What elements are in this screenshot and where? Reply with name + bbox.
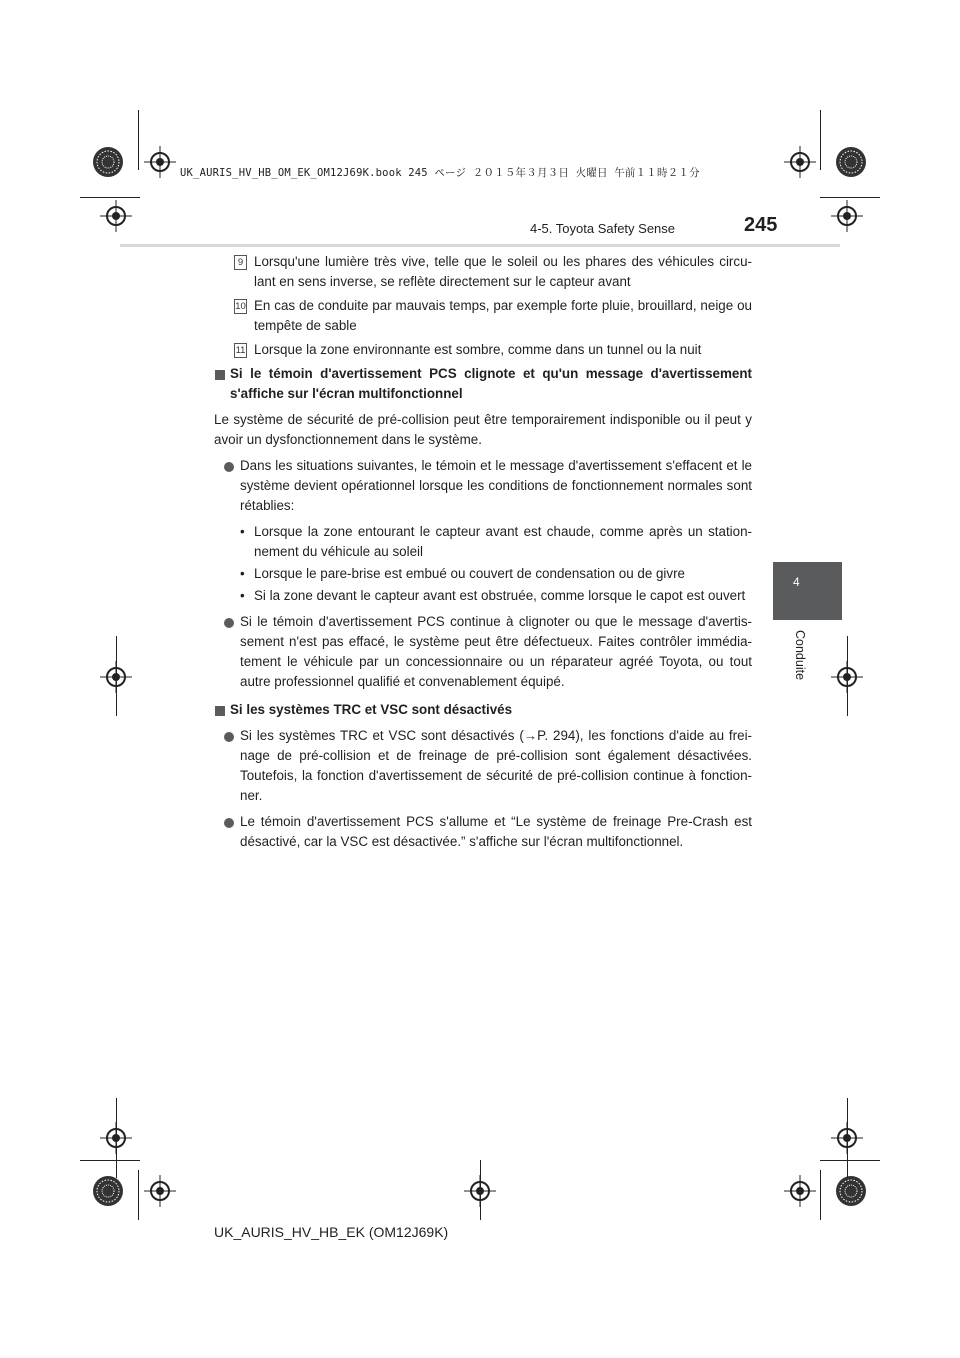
crosshair-icon bbox=[831, 200, 863, 232]
crosshair-icon bbox=[784, 146, 816, 178]
item-text: En cas de conduite par mauvais temps, par exemple forte pluie, brouillard, neige ou tempête de sable bbox=[254, 298, 752, 333]
round-bullet-icon bbox=[224, 618, 234, 628]
sub-bullet-icon: • bbox=[240, 524, 245, 539]
sub-item: • Lorsque le pare-brise est embué ou couvert de condensation ou de givre bbox=[214, 564, 752, 584]
bullet-item: Si les systèmes TRC et VSC sont désactivés (→P. 294), les fonctions d'aide au frei-nage de pré-collision et de freinage de pré-collision sont également désactivées. Toutefois, la fonction d'avertissement de sécurité de pré-collision continue à fonction-ner. bbox=[214, 726, 752, 806]
bullet-item: Le témoin d'avertissement PCS s'allume et “Le système de freinage Pre-Crash est désactivé, car la VSC est désactivée.” s'affiche sur l'écran multifonctionnel. bbox=[214, 812, 752, 852]
crosshair-icon bbox=[784, 1175, 816, 1207]
crosshair-icon bbox=[144, 1175, 176, 1207]
numbered-item bbox=[214, 296, 752, 336]
numbered-item bbox=[214, 340, 752, 360]
header-rule bbox=[120, 244, 840, 247]
round-bullet-icon bbox=[224, 818, 234, 828]
round-bullet-icon bbox=[224, 732, 234, 742]
chapter-tab-number: 4 bbox=[793, 575, 800, 589]
item-number-box: 10 bbox=[235, 301, 246, 312]
item-text: Lorsqu'une lumière très vive, telle que le soleil ou les phares des véhicules circu-lant en sens inverse, se reflète directement sur le capteur avant bbox=[254, 254, 752, 289]
bullet-item: Dans les situations suivantes, le témoin et le message d'avertissement s'effacent et le système devient opérationnel lorsque les conditions de fonctionnement normales sont rétablies: bbox=[214, 456, 752, 516]
chapter-tab-label: Conduite bbox=[793, 630, 807, 681]
item-text: Lorsque la zone environnante est sombre, comme dans un tunnel ou la nuit bbox=[254, 342, 702, 357]
section-title: 4-5. Toyota Safety Sense bbox=[530, 221, 676, 236]
sub-bullet-icon: • bbox=[240, 588, 245, 603]
square-bullet-icon bbox=[215, 706, 225, 716]
numbered-item bbox=[214, 252, 752, 292]
round-bullet-icon bbox=[224, 462, 234, 472]
sub-item: • Lorsque la zone entourant le capteur avant est chaude, comme après un station-nement du véhicule au soleil bbox=[240, 524, 752, 559]
registration-star-icon bbox=[835, 1175, 867, 1207]
crosshair-icon bbox=[144, 146, 176, 178]
footer-code: UK_AURIS_HV_HB_EK (OM12J69K) bbox=[214, 1224, 449, 1240]
sub-bullet-icon: • bbox=[240, 566, 245, 581]
section-heading: Si le témoin d'avertissement PCS clignote et qu'un message d'avertissement s'affiche sur l'écran multifonctionnel bbox=[214, 364, 752, 404]
registration-star-icon bbox=[92, 146, 124, 178]
registration-star-icon bbox=[835, 146, 867, 178]
book-header-line: UK_AURIS_HV_HB_OM_EK_OM12J69K.book 245 ページ ２０１５年３月３日 火曜日 午前１１時２１分 bbox=[180, 167, 700, 179]
item-number-box: 9 bbox=[234, 255, 247, 270]
item-number-box: 11 bbox=[235, 345, 246, 356]
registration-star-icon bbox=[92, 1175, 124, 1207]
page-number: 245 bbox=[744, 214, 778, 236]
page-content bbox=[214, 252, 752, 852]
chapter-tab bbox=[773, 562, 842, 620]
crosshair-icon bbox=[100, 200, 132, 232]
section-heading: Si les systèmes TRC et VSC sont désactivés bbox=[214, 700, 752, 720]
sub-item: • Si la zone devant le capteur avant est obstruée, comme lorsque le capot est ouvert bbox=[214, 586, 752, 606]
square-bullet-icon bbox=[215, 370, 225, 380]
bullet-item: Si le témoin d'avertissement PCS continue à clignoter ou que le message d'avertis-sement n'est pas effacé, le système peut être défectueux. Faites contrôler immédia-tement le véhicule par un concessionnaire ou un réparateur agréé Toyota, ou tout autre professionnel qualifié et convenablement équipé. bbox=[214, 612, 752, 692]
paragraph: Le système de sécurité de pré-collision peut être temporairement indisponible ou il peut y avoir un dysfonctionnement dans le système. bbox=[214, 412, 752, 447]
